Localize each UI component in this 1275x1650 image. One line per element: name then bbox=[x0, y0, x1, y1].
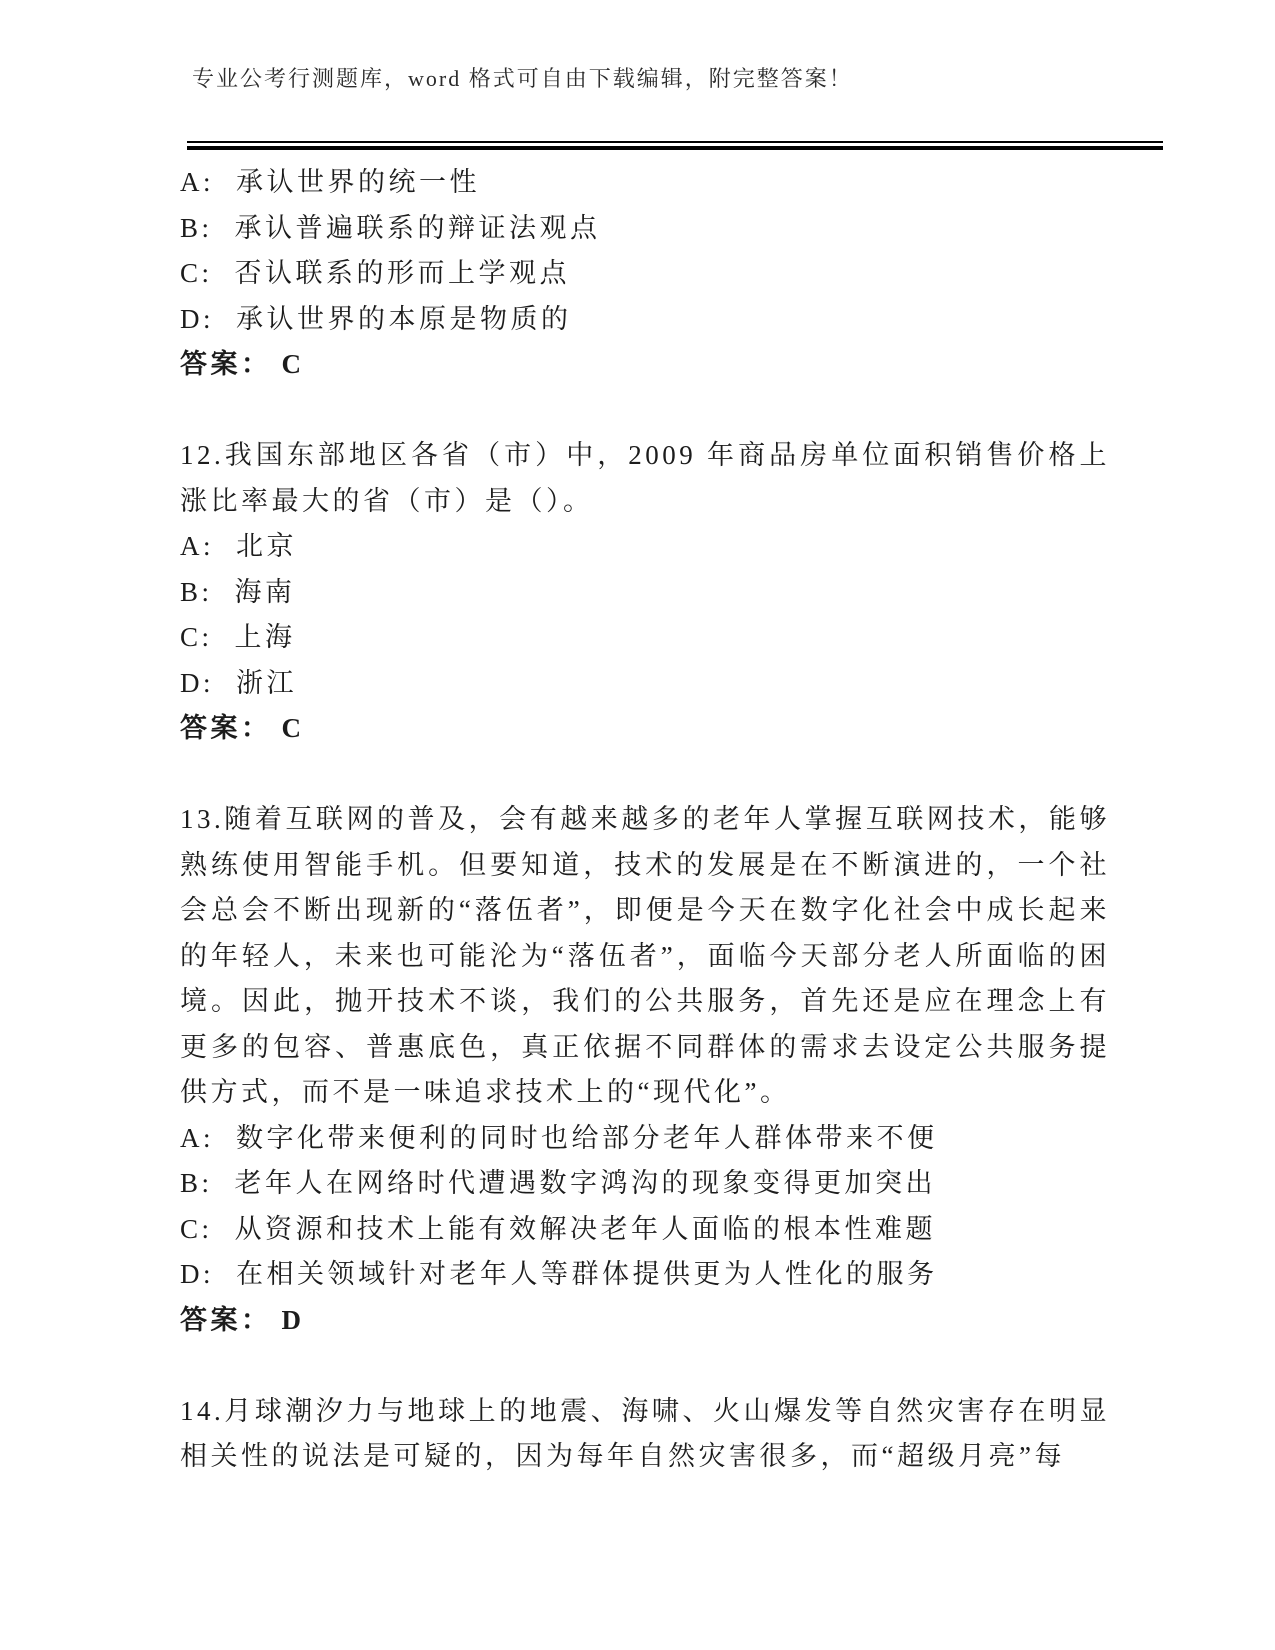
option-line bbox=[180, 1161, 1110, 1207]
option-line bbox=[180, 1116, 1110, 1162]
option-line bbox=[180, 1207, 1110, 1253]
answer-label: 答案： bbox=[180, 349, 272, 379]
option-line bbox=[180, 1252, 1110, 1298]
option-text: 数字化带来便利的同时也给部分老年人群体带来不便 bbox=[236, 1122, 938, 1153]
header-rule bbox=[187, 141, 1163, 150]
answer-label: 答案： bbox=[180, 1304, 272, 1335]
option-key: B: bbox=[180, 576, 213, 607]
option-key: A: bbox=[180, 531, 214, 561]
document-content bbox=[180, 160, 1110, 1480]
option-line bbox=[180, 661, 1110, 707]
option-key: D: bbox=[180, 303, 214, 334]
option-text: 承认普遍联系的辩证法观点 bbox=[234, 212, 601, 243]
header-text: 专业公考行测题库，word 格式可自由下载编辑，附完整答案！ bbox=[192, 66, 853, 91]
option-key: C: bbox=[180, 1213, 213, 1244]
question-block-11 bbox=[180, 160, 1110, 388]
option-key: A: bbox=[180, 167, 214, 197]
option-text: 浙江 bbox=[236, 667, 297, 698]
answer-value: C bbox=[281, 713, 305, 743]
option-key: C: bbox=[180, 622, 213, 652]
option-line bbox=[180, 615, 1110, 661]
answer-value: D bbox=[281, 1304, 305, 1335]
option-text: 从资源和技术上能有效解决老年人面临的根本性难题 bbox=[234, 1213, 937, 1244]
option-text: 在相关领域针对老年人等群体提供更为人性化的服务 bbox=[236, 1259, 938, 1289]
answer-line bbox=[180, 1298, 1110, 1344]
question-text: 14.月球潮汐力与地球上的地震、海啸、火山爆发等自然灾害存在明显相关性的说法是可疑的，因为每年自然灾害很多，而“超级月亮”每 bbox=[180, 1395, 1110, 1471]
option-key: A: bbox=[180, 1122, 214, 1153]
question-text: 13.随着互联网的普及，会有越来越多的老年人掌握互联网技术，能够熟练使用智能手机。但要知道，技术的发展是在不断演进的，一个社会总会不断出现新的“落伍者”，即便是今天在数字化社会中成长起来的年轻人，未来也可能沦为“落伍者”，面临今天部分老人所面临的困境。因此，抛开技术不谈，我们的公共服务，首先还是应在理念上有更多的包容、普惠底色，真正依据不同群体的需求去设定公共服务提供方式，而不是一味追求技术上的“现代化”。 bbox=[180, 804, 1110, 1107]
option-line bbox=[180, 524, 1110, 570]
question-block-12 bbox=[180, 433, 1110, 752]
option-key: C: bbox=[180, 258, 213, 288]
option-text: 承认世界的统一性 bbox=[236, 167, 480, 197]
option-text: 上海 bbox=[234, 622, 296, 652]
answer-line bbox=[180, 342, 1110, 388]
option-text: 否认联系的形而上学观点 bbox=[234, 258, 571, 288]
option-text: 老年人在网络时代遭遇数字鸿沟的现象变得更加突出 bbox=[234, 1168, 937, 1198]
option-key: D: bbox=[180, 1259, 214, 1289]
option-line bbox=[180, 297, 1110, 343]
option-text: 北京 bbox=[236, 531, 297, 561]
option-line bbox=[180, 206, 1110, 252]
answer-line bbox=[180, 706, 1110, 752]
answer-label: 答案： bbox=[180, 713, 272, 743]
option-text: 承认世界的本原是物质的 bbox=[236, 303, 572, 334]
option-line bbox=[180, 570, 1110, 616]
option-key: B: bbox=[180, 212, 213, 243]
page-header bbox=[192, 64, 1172, 94]
question-text: 12.我国东部地区各省（市）中，2009 年商品房单位面积销售价格上涨比率最大的省（市）是（）。 bbox=[180, 440, 1110, 516]
question-block-13 bbox=[180, 797, 1110, 1343]
option-key: D: bbox=[180, 667, 214, 698]
option-line bbox=[180, 160, 1110, 206]
question-block-14 bbox=[180, 1389, 1110, 1480]
option-text: 海南 bbox=[234, 576, 296, 607]
answer-value: C bbox=[281, 349, 305, 379]
option-key: B: bbox=[180, 1168, 213, 1198]
option-line bbox=[180, 251, 1110, 297]
